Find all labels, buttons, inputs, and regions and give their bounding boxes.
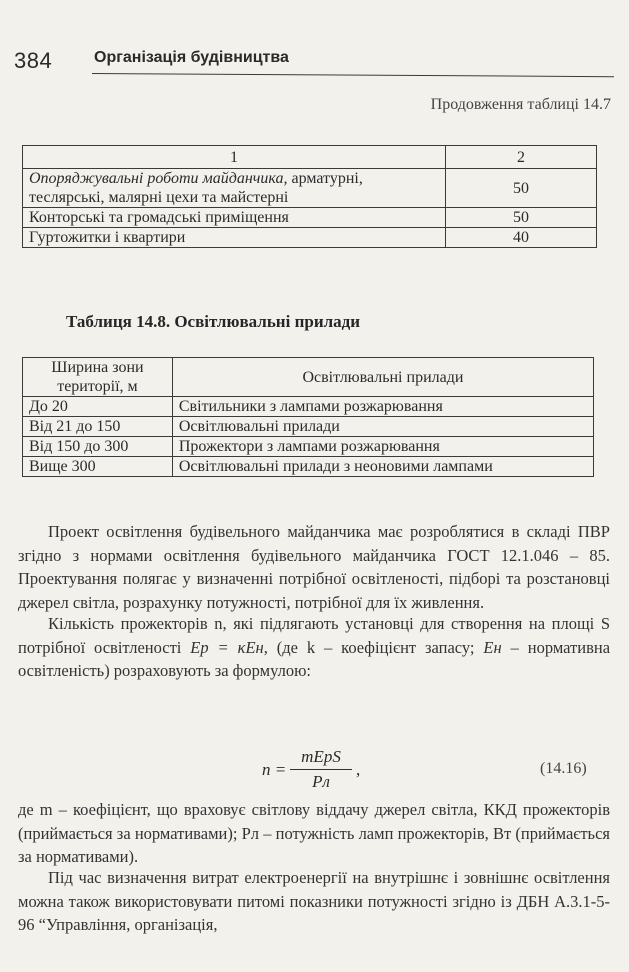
table-14-7 xyxy=(22,145,597,248)
formula-14-16 xyxy=(0,746,629,798)
header-rule xyxy=(92,73,614,77)
running-header xyxy=(14,46,614,76)
text-run: , (де k – коефіцієнт запасу; xyxy=(263,637,475,657)
paragraph-text: де m – коефіцієнт, що враховує світлову віддачу джерел світла, ККД прожекторів (приймається за нормативами); Pл – потужність ламп прожекторів, Вт (приймається за нормативами). xyxy=(18,800,610,866)
paragraph xyxy=(18,612,610,683)
table-row xyxy=(23,169,597,208)
paragraph xyxy=(18,520,610,614)
table-cell: Від 21 до 150 xyxy=(23,417,173,437)
formula-numerator: mEрS xyxy=(301,747,341,766)
column-header: Освітлювальні прилади xyxy=(172,358,593,397)
table-cell: Світильники з лампами розжарювання xyxy=(172,397,593,417)
cell-italic-text: Опоряджувальні роботи майданчика, xyxy=(29,170,288,187)
running-title: Організація будівництва xyxy=(94,49,289,66)
column-header: Ширина зони території, м xyxy=(23,358,173,397)
table-title: Таблиця 14.8. Освітлювальні прилади xyxy=(66,312,361,331)
page-number: 384 xyxy=(14,48,53,73)
cell-text: арматурні, теслярські, малярні цехи та майстерні xyxy=(29,170,363,206)
table-14-8 xyxy=(22,357,594,477)
table-row xyxy=(23,457,594,477)
continuation-caption: Продовження таблиці 14.7 xyxy=(430,96,611,113)
inline-formula: Eр = κEн xyxy=(190,637,264,657)
formula-comma: , xyxy=(356,760,361,779)
table-cell xyxy=(23,169,446,208)
table-cell: 50 xyxy=(445,208,596,228)
table-header-row xyxy=(23,358,594,397)
table-row xyxy=(23,228,597,248)
column-header: 1 xyxy=(23,146,446,169)
paragraph-text xyxy=(18,612,610,683)
paragraph xyxy=(18,798,610,869)
table-cell: Від 150 до 300 xyxy=(23,437,173,457)
table-cell: Гуртожитки і квартири xyxy=(23,228,446,248)
paragraph xyxy=(18,866,610,937)
table-row xyxy=(23,397,594,417)
table-row xyxy=(23,208,597,228)
formula-denominator: Pл xyxy=(312,772,330,791)
table-cell: Освітлювальні прилади з неоновими лампами xyxy=(172,457,593,477)
column-header: 2 xyxy=(445,146,596,169)
table-cell: 50 xyxy=(445,169,596,208)
table-cell: До 20 xyxy=(23,397,173,417)
text-run: – нормативна освітленість) розраховують за формулою: xyxy=(18,637,611,680)
table-row xyxy=(23,417,594,437)
table-cell: Конторські та громадські приміщення xyxy=(23,208,446,228)
equation-number: (14.16) xyxy=(540,760,587,777)
table-cell: 40 xyxy=(445,228,596,248)
paragraph-text: Проект освітлення будівельного майданчика має розроблятися в складі ПВР згідно з нормами освітлення будівельного майданчика ГОСТ 12.1.046 – 85. Проектування полягає у визначенні потрібної освітленості, підборі та розстановці джерел світла, розрахунку потужності, потрібної для їх живлення. xyxy=(18,522,610,612)
table-cell: Вище 300 xyxy=(23,457,173,477)
table-cell: Освітлювальні прилади xyxy=(172,417,593,437)
text-run: Кількість прожекторів n, які підлягають установці для створення на площі S потрібної освітленості xyxy=(18,614,610,657)
formula-lhs: n = xyxy=(262,760,287,779)
inline-symbol: Eн xyxy=(483,637,502,657)
paragraph-text: Під час визначення витрат електроенергії на внутрішнє і зовнішнє освітлення можна також використовувати питомі показники потужності згідно із ДБН А.3.1-5-96 “Управління, організація, xyxy=(18,868,610,934)
table-cell: Прожектори з лампами розжарювання xyxy=(172,437,593,457)
table-row xyxy=(23,437,594,457)
fraction-bar xyxy=(290,769,352,770)
formula-fraction xyxy=(290,746,352,793)
table-header-row xyxy=(23,146,597,169)
